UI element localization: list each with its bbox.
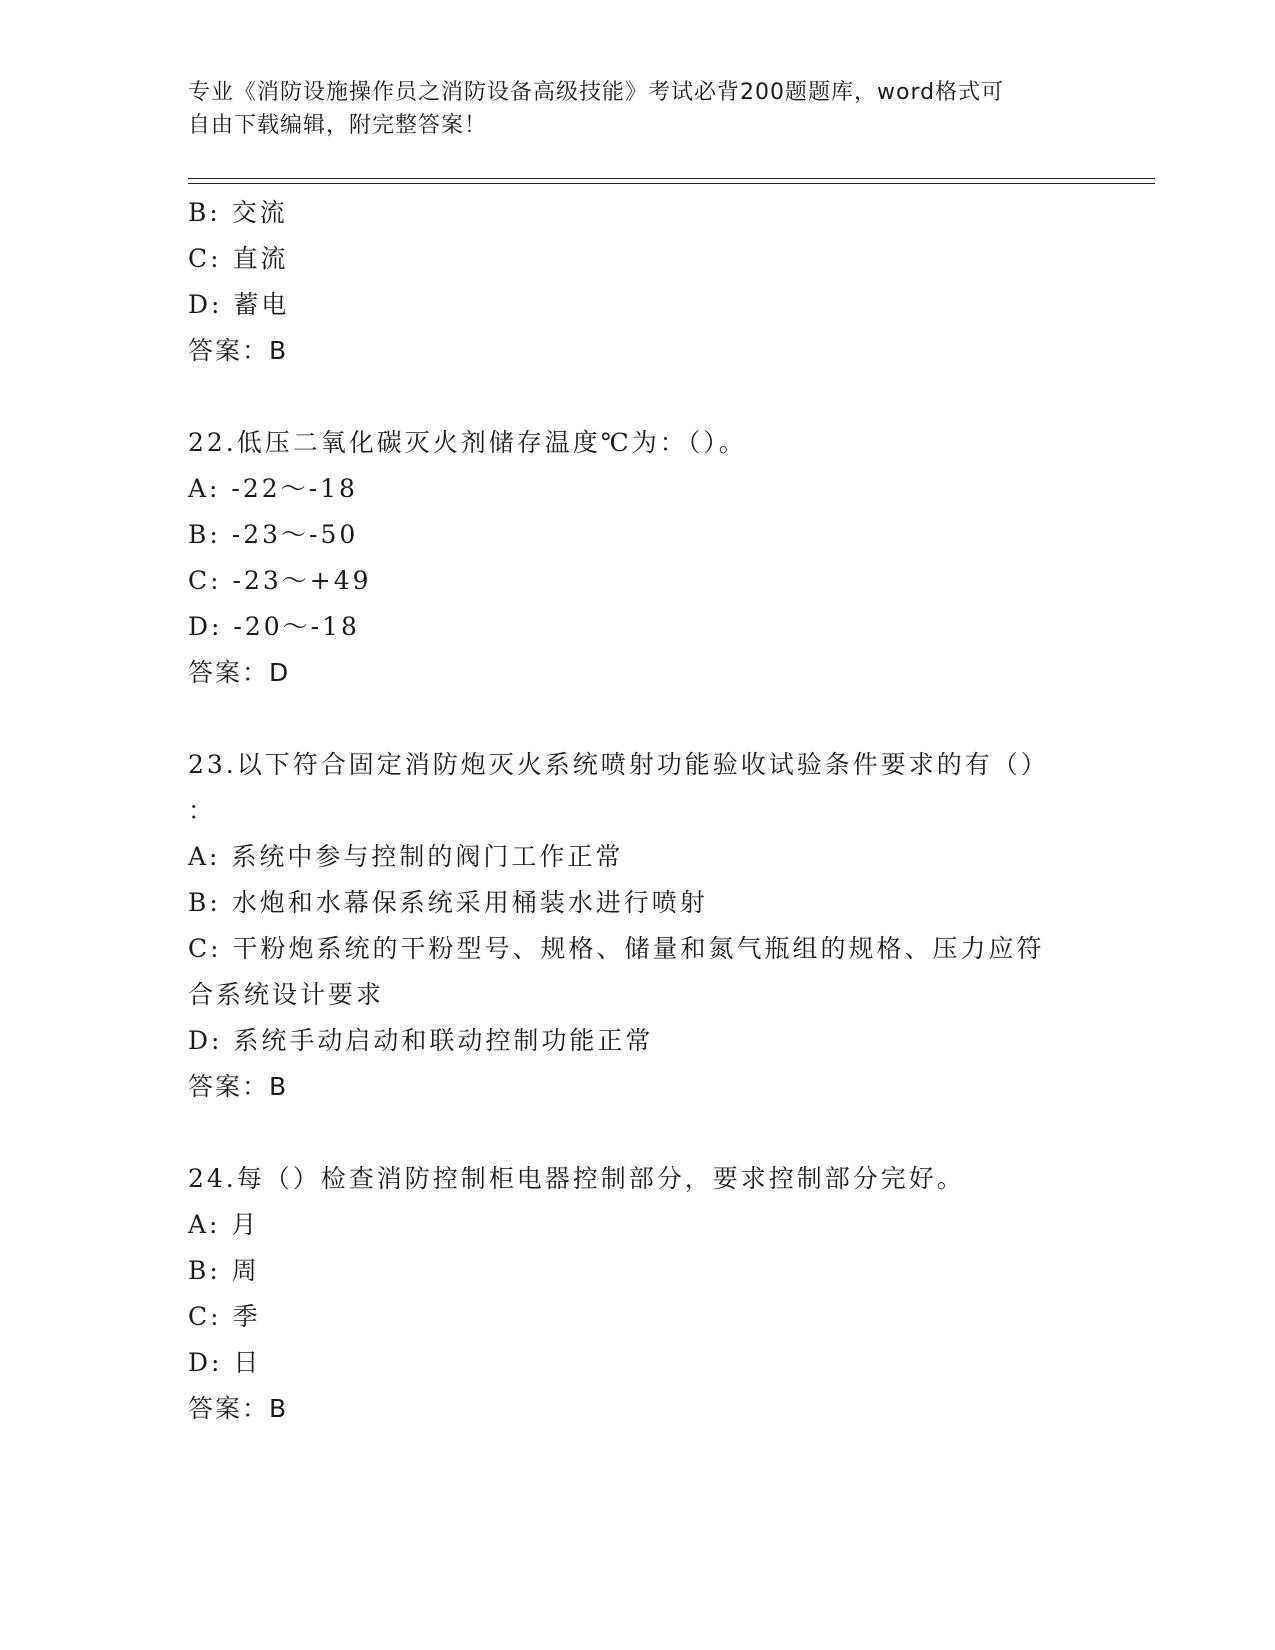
- spacer: [188, 374, 1148, 420]
- q22-question: 22.低压二氧化碳灭火剂储存温度℃为：（）。: [188, 428, 747, 457]
- q22-option-b: B: -23～-50: [188, 520, 359, 549]
- q23-answer: 答案：B: [188, 1072, 289, 1101]
- header-rule-bottom: [188, 183, 1155, 184]
- q21-option-b: B: 交流: [188, 198, 288, 227]
- header-rule-top: [188, 178, 1155, 179]
- q23-question: 23.以下符合固定消防炮灭火系统喷射功能验收试验条件要求的有（）: [188, 750, 1049, 779]
- q24-option-a: A: 月: [188, 1210, 260, 1239]
- spacer: [188, 696, 1148, 742]
- q23-option-a: A: 系统中参与控制的阀门工作正常: [188, 842, 624, 871]
- q22-answer: 答案：D: [188, 658, 291, 687]
- q23-option-c: C: 干粉炮系统的干粉型号、规格、储量和氮气瓶组的规格、压力应符: [188, 934, 1045, 963]
- q22-option-a: A: -22～-18: [188, 474, 358, 503]
- header-line-1: 专业《消防设施操作员之消防设备高级技能》考试必背200题题库，word格式可: [188, 80, 1005, 105]
- question-list: [188, 190, 1148, 1432]
- q24-answer: 答案：B: [188, 1394, 289, 1423]
- spacer: [188, 1110, 1148, 1156]
- q21-answer: 答案：B: [188, 336, 289, 365]
- q21-option-c: C: 直流: [188, 244, 289, 273]
- q22-option-c: C: -23～+49: [188, 566, 372, 595]
- q24-option-c: C: 季: [188, 1302, 261, 1331]
- q23-question-continued: ：: [188, 796, 217, 825]
- q23-option-b: B: 水炮和水幕保系统采用桶装水进行喷射: [188, 888, 708, 917]
- q24-question: 24.每（）检查消防控制柜电器控制部分，要求控制部分完好。: [188, 1164, 965, 1193]
- header-line-2: 自由下载编辑，附完整答案！: [188, 113, 488, 138]
- q24-option-d: D: 日: [188, 1348, 262, 1377]
- q24-option-b: B: 周: [188, 1256, 260, 1285]
- q21-option-d: D: 蓄电: [188, 290, 290, 319]
- q23-option-d: D: 系统手动启动和联动控制功能正常: [188, 1026, 654, 1055]
- q22-option-d: D: -20～-18: [188, 612, 360, 641]
- document-header: [188, 76, 1088, 142]
- q23-option-c-continued: 合系统设计要求: [188, 980, 385, 1009]
